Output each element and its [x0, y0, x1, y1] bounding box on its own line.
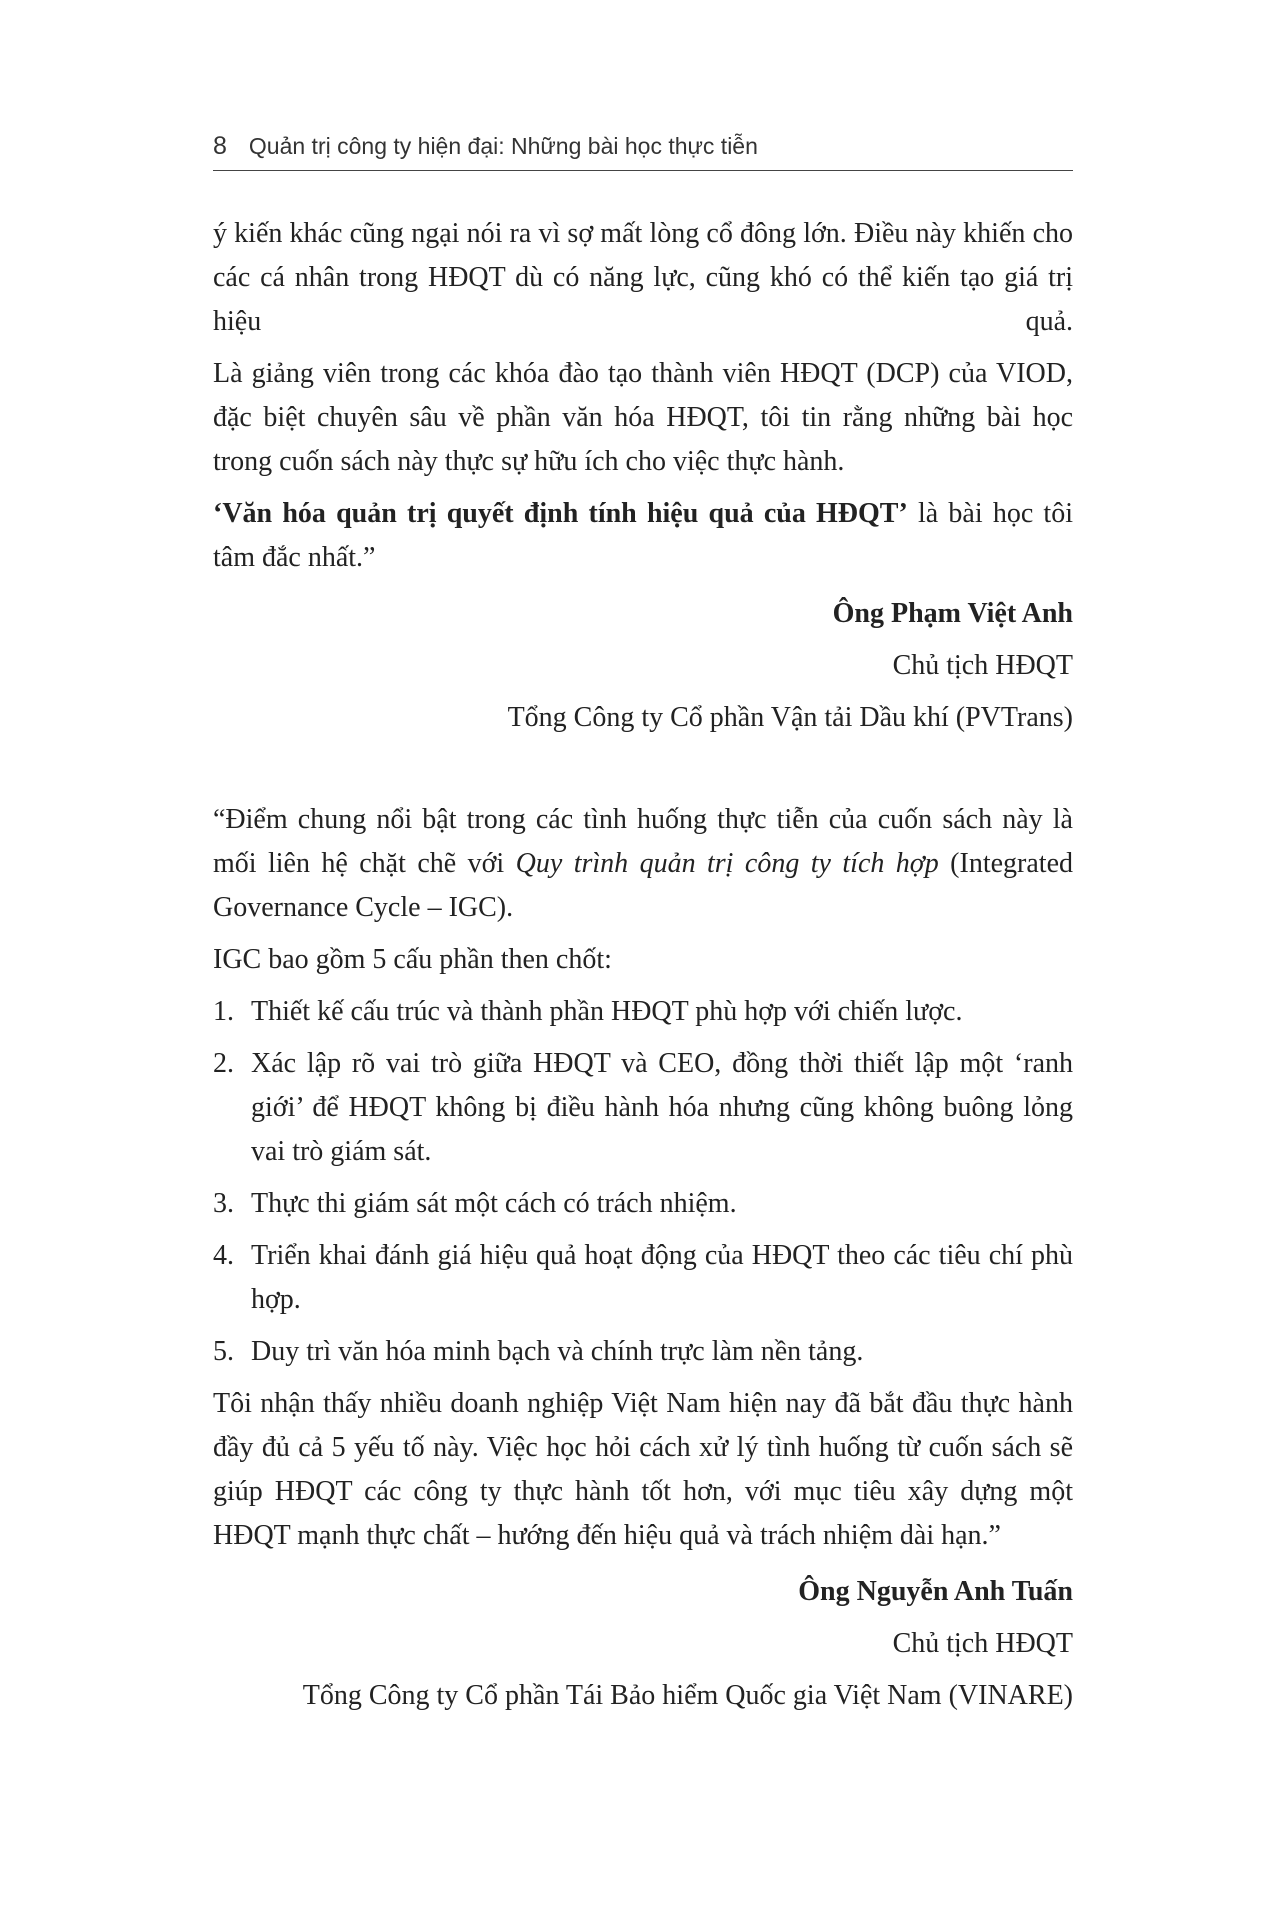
- signature-block-1: [213, 592, 1073, 740]
- list-item-number: 4.: [213, 1240, 234, 1271]
- list-item-text: Xác lập rõ vai trò giữa HĐQT và CEO, đồng thời thiết lập một ‘ranh giới’ để HĐQT không bị điều hành hóa nhưng cũng không buông lỏng vai trò giám sát.: [251, 1048, 1073, 1167]
- testimonial-2-conclusion: Tôi nhận thấy nhiều doanh nghiệp Việt Nam hiện nay đã bắt đầu thực hành đầy đủ cả 5 yếu tố này. Việc học hỏi cách xử lý tình huống từ cuốn sách sẽ giúp HĐQT các công ty thực hành tốt hơn, với mục tiêu xây dựng một HĐQT mạnh thực chất – hướng đến hiệu quả và trách nhiệm dài hạn.”: [213, 1388, 1073, 1551]
- testimonial-1-paragraph-3-rest: là bài học tôi tâm đắc nhất.”: [213, 498, 1073, 573]
- header-rule: [213, 170, 1073, 171]
- signature-1-name: Ông Phạm Việt Anh: [832, 598, 1073, 629]
- list-item-number: 1.: [213, 996, 234, 1027]
- testimonial-1-paragraph-3: [213, 492, 1073, 580]
- list-item-text: Triển khai đánh giá hiệu quả hoạt động của HĐQT theo các tiêu chí phù hợp.: [251, 1240, 1073, 1315]
- testimonial-2-intro-start: “Điểm chung nổi bật trong các tình huống thực tiễn của cuốn sách này là mối liên hệ chặt chẽ với: [213, 804, 1073, 879]
- testimonial-2-intro: [213, 798, 1073, 930]
- list-item-number: 3.: [213, 1188, 234, 1219]
- list-item-number: 5.: [213, 1336, 234, 1367]
- testimonial-1-paragraph-2: Là giảng viên trong các khóa đào tạo thành viên HĐQT (DCP) của VIOD, đặc biệt chuyên sâu về phần văn hóa HĐQT, tôi tin rằng những bài học trong cuốn sách này thực sự hữu ích cho việc thực hành.: [213, 358, 1073, 477]
- list-item-text: Thực thi giám sát một cách có trách nhiệm.: [251, 1188, 737, 1219]
- list-item-text: Duy trì văn hóa minh bạch và chính trực làm nền tảng.: [251, 1336, 864, 1367]
- igc-list: [213, 990, 1073, 1374]
- list-item: [213, 1042, 1073, 1174]
- running-title: Quản trị công ty hiện đại: Những bài học thực tiễn: [248, 132, 758, 159]
- page-body: [213, 212, 1073, 1726]
- list-item-number: 2.: [213, 1048, 234, 1079]
- list-item-text: Thiết kế cấu trúc và thành phần HĐQT phù hợp với chiến lược.: [251, 996, 963, 1027]
- list-item: [213, 990, 1073, 1034]
- running-header: [213, 126, 1073, 166]
- testimonial-vinare: [213, 798, 1073, 1718]
- signature-2-organization: Tổng Công ty Cổ phần Tái Bảo hiểm Quốc gia Việt Nam (VINARE): [302, 1680, 1073, 1711]
- igc-list-intro: IGC bao gồm 5 cấu phần then chốt:: [213, 944, 612, 975]
- testimonial-pvtrans: [213, 212, 1073, 740]
- signature-block-2: [213, 1570, 1073, 1718]
- signature-1-organization: Tổng Công ty Cổ phần Vận tải Dầu khí (PVTrans): [507, 702, 1073, 733]
- testimonial-2-intro-end: (Integrated Governance Cycle – IGC).: [213, 848, 1073, 923]
- testimonial-1-paragraph-1: ý kiến khác cũng ngại nói ra vì sợ mất lòng cổ đông lớn. Điều này khiến cho các cá nhân trong HĐQT dù có năng lực, cũng khó có thể kiến tạo giá trị hiệu quả.: [213, 218, 1073, 337]
- list-item: [213, 1182, 1073, 1226]
- page-number: 8: [213, 131, 227, 160]
- testimonial-1-highlight: ‘Văn hóa quản trị quyết định tính hiệu quả của HĐQT’: [213, 498, 908, 529]
- signature-2-name: Ông Nguyễn Anh Tuấn: [798, 1576, 1073, 1607]
- signature-2-title: Chủ tịch HĐQT: [892, 1628, 1073, 1659]
- signature-1-title: Chủ tịch HĐQT: [892, 650, 1073, 681]
- list-item: [213, 1234, 1073, 1322]
- testimonial-2-intro-italic: Quy trình quản trị công ty tích hợp: [515, 848, 939, 879]
- list-item: [213, 1330, 1073, 1374]
